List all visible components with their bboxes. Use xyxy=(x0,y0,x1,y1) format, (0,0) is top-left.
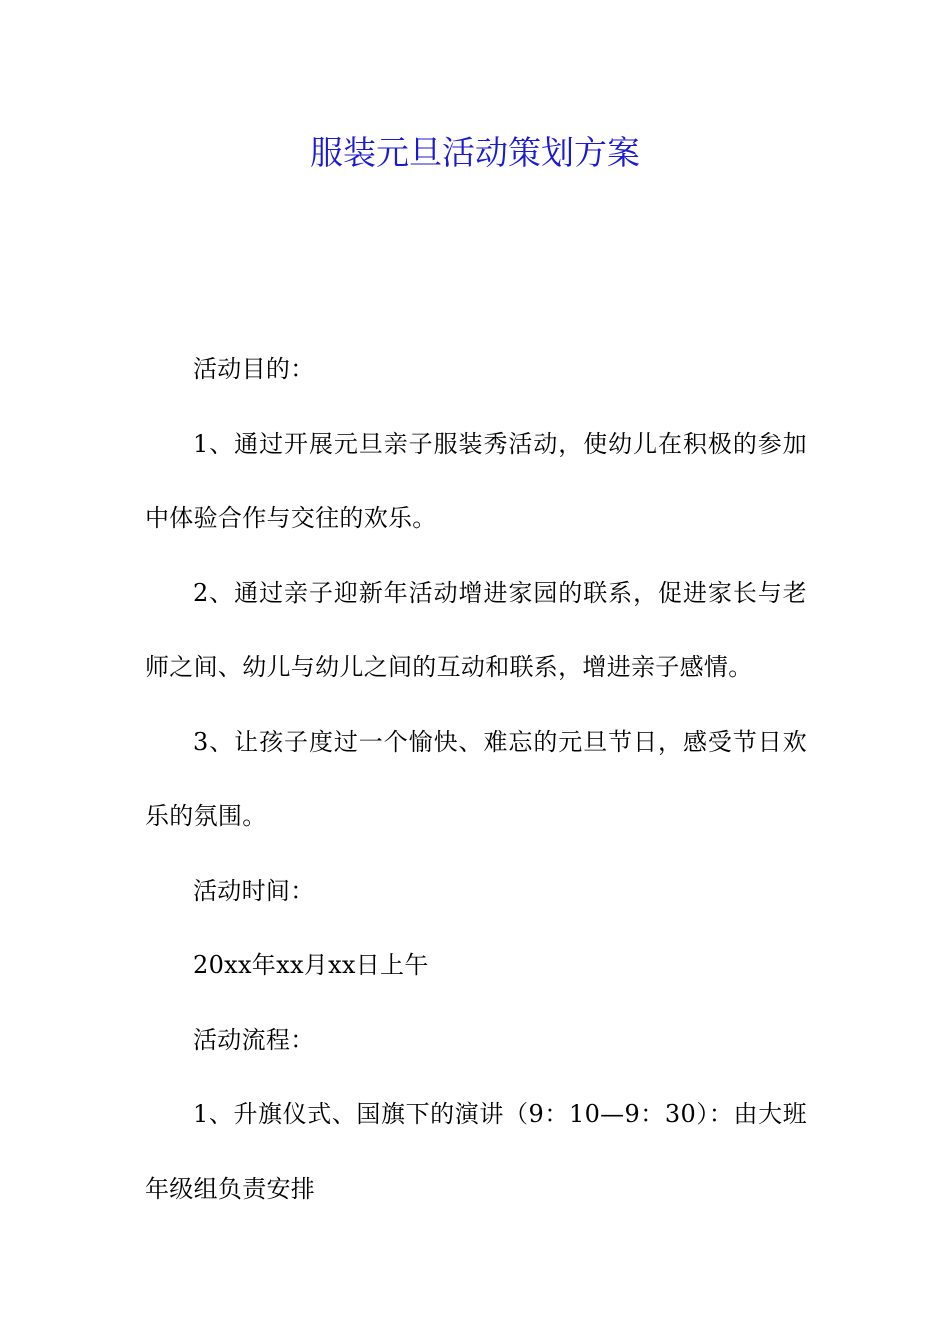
section-heading-purpose: 活动目的： xyxy=(193,355,315,383)
process-item-1: 1、升旗仪式、国旗下的演讲（9：10—9：30）：由大班年级组负责安排 xyxy=(145,1100,807,1203)
purpose-item-1: 1、通过开展元旦亲子服装秀活动，使幼儿在积极的参加中体验合作与交往的欢乐。 xyxy=(145,429,807,532)
activity-time-value: 20xx年xx月xx日上午 xyxy=(193,951,429,979)
purpose-item-2: 2、通过亲子迎新年活动增进家园的联系，促进家长与老师之间、幼儿与幼儿之间的互动和联系，增进亲子感情。 xyxy=(145,578,807,681)
section-heading-time: 活动时间： xyxy=(193,876,315,905)
document-body xyxy=(145,332,807,1226)
document-title: 服装元旦活动策划方案 xyxy=(310,133,640,172)
section-heading-process: 活动流程： xyxy=(193,1025,315,1054)
purpose-item-3: 3、让孩子度过一个愉快、难忘的元旦节日，感受节日欢乐的氛围。 xyxy=(145,727,807,830)
